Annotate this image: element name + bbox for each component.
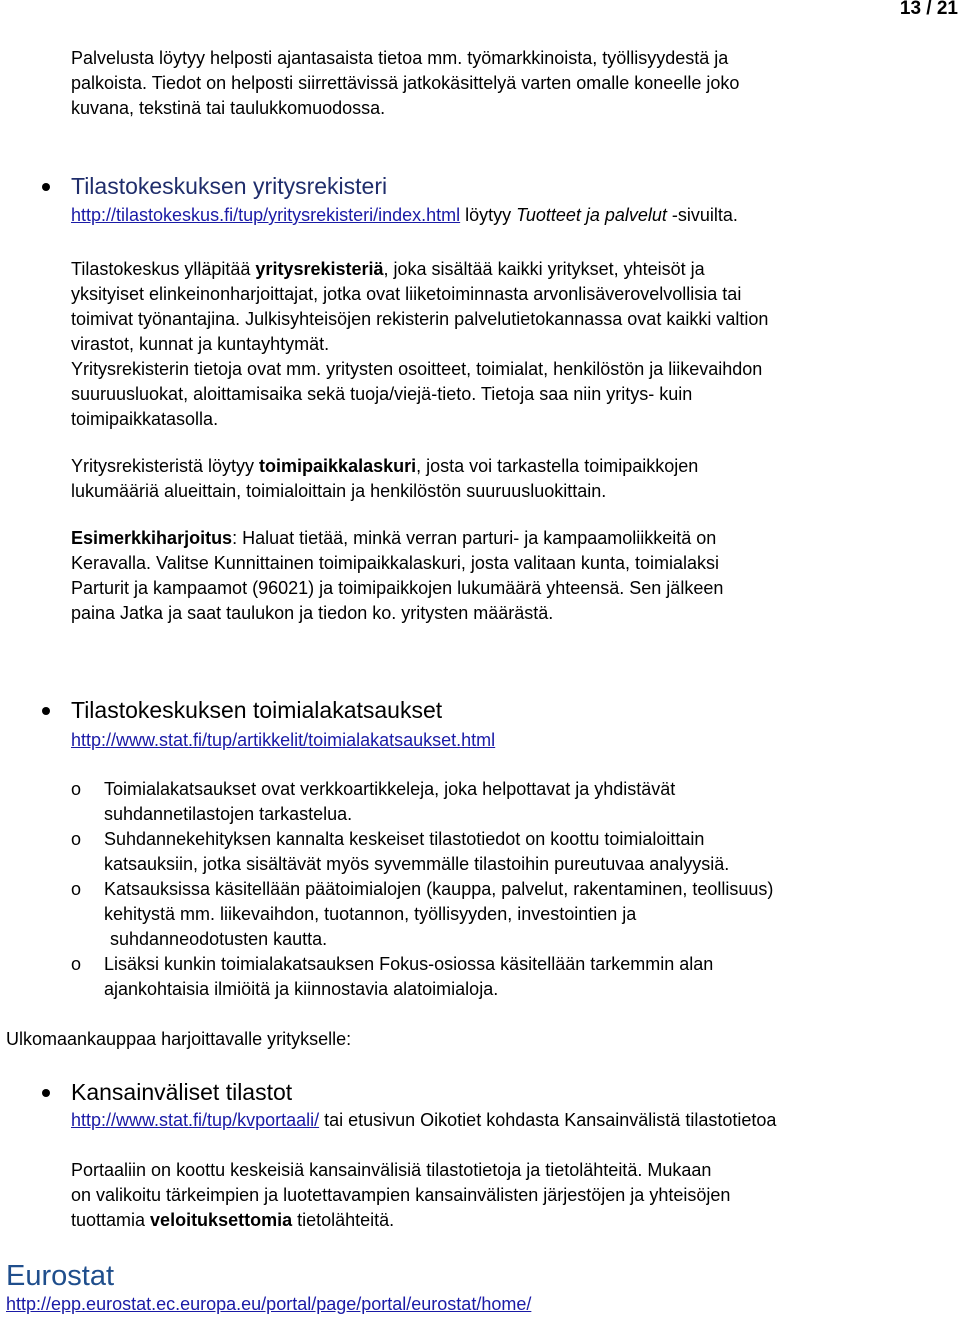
circle-bullet-icon: o xyxy=(71,954,82,974)
toimialakatsaukset-link[interactable]: http://www.stat.fi/tup/artikkelit/toimialakatsaukset.html xyxy=(71,730,496,750)
text: Katsauksissa käsitellään päätoimialojen (kauppa, palvelut, rakentaminen, teollisuus) xyxy=(104,879,774,899)
intro-paragraph xyxy=(71,46,941,121)
bullet-icon xyxy=(42,183,50,191)
text: suhdanneodotusten kautta. xyxy=(110,929,328,949)
text: Parturit ja kampaamot (96021) ja toimipaikkojen lukumäärä yhteensä. Sen jälkeen xyxy=(71,578,724,598)
bullet-icon xyxy=(42,707,50,715)
link-suffix-end: -sivuilta. xyxy=(666,205,738,225)
bullet-icon xyxy=(42,1089,50,1097)
bold-text: toimipaikkalaskuri xyxy=(259,456,417,476)
text: tuottamia xyxy=(71,1210,151,1230)
bold-text: veloituksettomia xyxy=(150,1210,293,1230)
section1-link-line xyxy=(71,203,941,228)
text: , joka sisältää kaikki yritykset, yhteisöt ja xyxy=(383,259,705,279)
intro-line: kuvana, tekstinä tai taulukkomuodossa. xyxy=(71,98,386,118)
text: suhdannetilastojen tarkastelua. xyxy=(104,804,353,824)
page-number: 13 / 21 xyxy=(899,0,958,19)
circle-bullet-icon: o xyxy=(71,779,82,799)
text: Yritysrekisteristä löytyy xyxy=(71,456,260,476)
list-item xyxy=(104,827,944,877)
yritysrekisteri-link[interactable]: http://tilastokeskus.fi/tup/yritysrekisteri/index.html xyxy=(71,205,461,225)
text: paina Jatka ja saat taulukon ja tiedon ko. yritysten määrästä. xyxy=(71,603,554,623)
text: Keravalla. Valitse Kunnittainen toimipaikkalaskuri, josta valitaan kunta, toimialaksi xyxy=(71,553,719,573)
text: Toimialakatsaukset ovat verkkoartikkeleja, joka helpottavat ja yhdistävät xyxy=(104,779,676,799)
text: katsauksiin, jotka sisältävät myös syvemmälle tilastoihin pureutuvaa analyysiä. xyxy=(104,854,730,874)
section3-link-line xyxy=(71,1108,951,1133)
list-item xyxy=(104,777,944,827)
text: toimivat työnantajina. Julkisyhteisöjen rekisterin palvelutietokannassa ovat kaikki valtion xyxy=(71,309,769,329)
bold-text: yritysrekisteriä xyxy=(255,259,384,279)
italic-text: Tuotteet ja palvelut xyxy=(516,205,667,225)
text: tietolähteitä. xyxy=(292,1210,395,1230)
text: virastot, kunnat ja kuntayhtymät. xyxy=(71,334,330,354)
section-heading-kansainvaliset: Kansainväliset tilastot xyxy=(71,1079,293,1105)
text: yksityiset elinkeinonharjoittajat, jotka ovat liiketoiminnasta arvonlisäverovelvollisia tai xyxy=(71,284,742,304)
intro-line: Palvelusta löytyy helposti ajantasaista tietoa mm. työmarkkinoista, työllisyydestä ja xyxy=(71,48,729,68)
example-paragraph xyxy=(71,526,941,626)
text: , josta voi tarkastella toimipaikkojen xyxy=(416,456,699,476)
text: suuruusluokat, aloittamisaika sekä tuoja/viejä-tieto. Tietoja saa niin yritys- kuin xyxy=(71,384,693,404)
text: Lisäksi kunkin toimialakatsauksen Fokus-osiossa käsitellään tarkemmin alan xyxy=(104,954,714,974)
eurostat-link[interactable]: http://epp.eurostat.ec.europa.eu/portal/page/portal/eurostat/home/ xyxy=(6,1294,532,1314)
list-item xyxy=(104,877,944,952)
text: Portaaliin on koottu keskeisiä kansainvälisiä tilastotietoja ja tietolähteitä. Mukaan xyxy=(71,1160,712,1180)
text: : Haluat tietää, minkä verran parturi- ja kampaamoliikkeitä on xyxy=(232,528,717,548)
intro-line: palkoista. Tiedot on helposti siirrettävissä jatkokäsittelyä varten omalle koneelle joko xyxy=(71,73,740,93)
kvportaali-link[interactable]: http://www.stat.fi/tup/kvportaali/ xyxy=(71,1110,320,1130)
yritysrekisteri-paragraph xyxy=(71,257,941,432)
foreign-trade-heading: Ulkomaankauppaa harjoittavalle yritykselle: xyxy=(6,1029,352,1049)
text: Yritysrekisterin tietoja ovat mm. yritysten osoitteet, toimialat, henkilöstön ja liikevaihdon xyxy=(71,359,763,379)
toimipaikkalaskuri-paragraph xyxy=(71,454,941,504)
kvportaali-paragraph xyxy=(71,1158,941,1233)
link-suffix: löytyy xyxy=(460,205,517,225)
text: ajankohtaisia ilmiöitä ja kiinnostavia alatoimialoja. xyxy=(104,979,499,999)
section-heading-yritysrekisteri: Tilastokeskuksen yritysrekisteri xyxy=(71,173,388,199)
text: toimipaikkatasolla. xyxy=(71,409,219,429)
circle-bullet-icon: o xyxy=(71,879,82,899)
eurostat-heading: Eurostat xyxy=(6,1260,114,1292)
text: lukumääriä alueittain, toimialoittain ja henkilöstön suuruusluokittain. xyxy=(71,481,607,501)
text: on valikoitu tärkeimpien ja luotettavampien kansainvälisten järjestöjen ja yhteisöjen xyxy=(71,1185,731,1205)
text: Tilastokeskus ylläpitää xyxy=(71,259,256,279)
text: tai etusivun Oikotiet kohdasta Kansainvälistä tilastotietoa xyxy=(319,1110,777,1130)
circle-bullet-icon: o xyxy=(71,829,82,849)
section2-link-line xyxy=(71,728,941,753)
bold-text: Esimerkkiharjoitus xyxy=(71,528,233,548)
text: kehitystä mm. liikevaihdon, tuotannon, työllisyyden, investointien ja xyxy=(104,904,637,924)
text: Suhdannekehityksen kannalta keskeiset tilastotiedot on koottu toimialoittain xyxy=(104,829,705,849)
eurostat-link-line xyxy=(6,1292,531,1317)
section-heading-toimialakatsaukset: Tilastokeskuksen toimialakatsaukset xyxy=(71,697,443,723)
list-item xyxy=(104,952,944,1002)
